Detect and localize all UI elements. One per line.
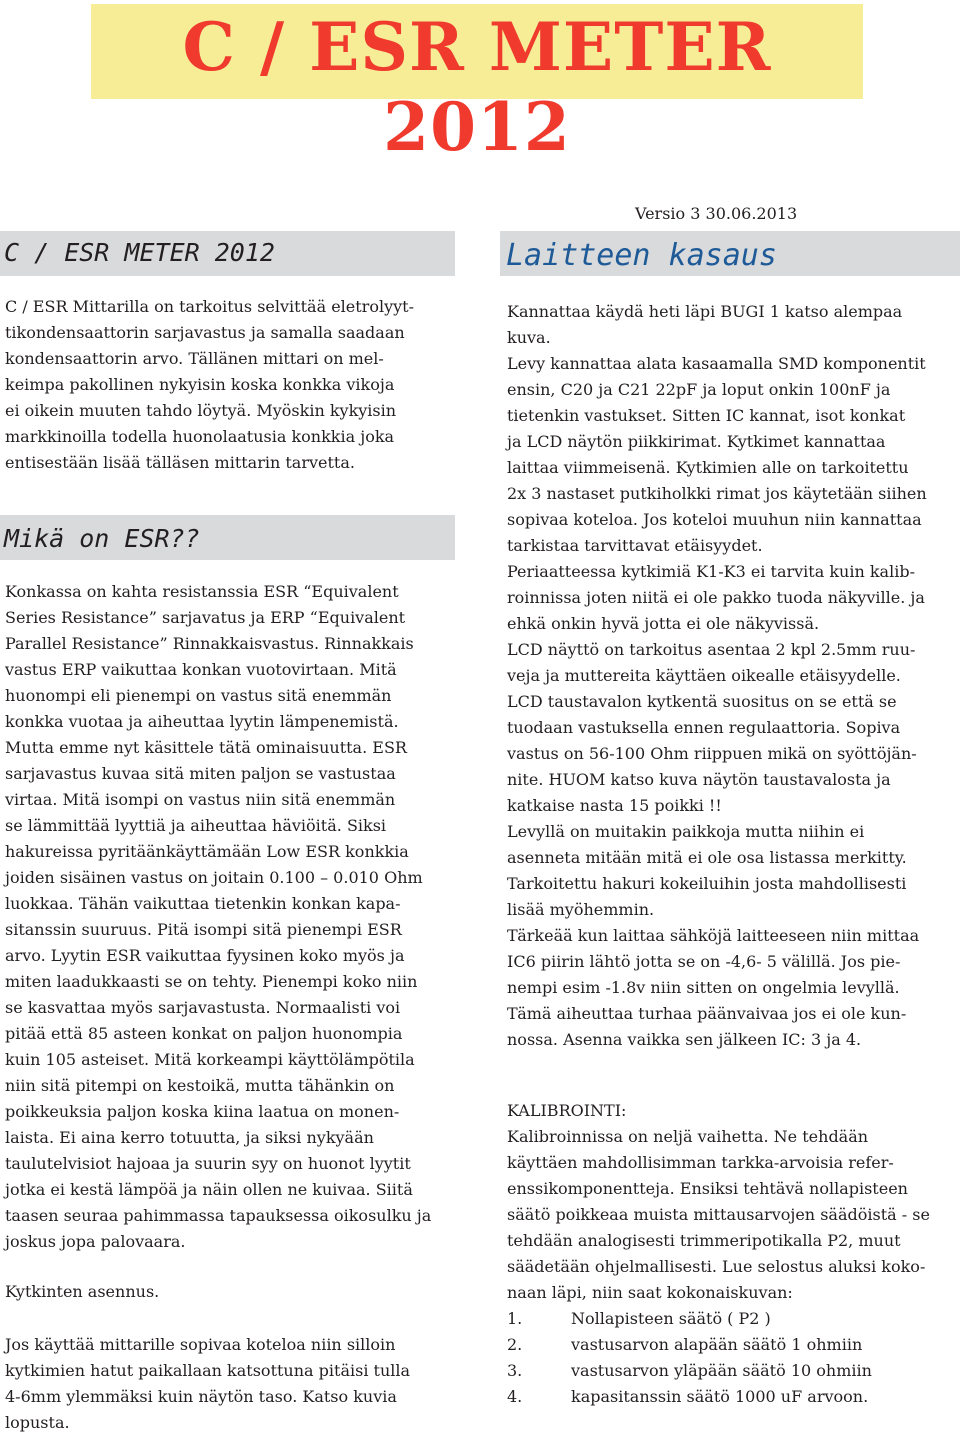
kytkinten-heading: Kytkinten asennus. [5,1282,160,1301]
text-line: tuodaan vastuksella ennen regulaattoria. Sopiva [507,718,901,737]
text-line: Konkassa on kahta resistanssia ESR “Equivalent [5,582,399,601]
text-line: konkka vuotaa ja aiheuttaa lyytin lämpenemistä. [5,712,399,731]
text-line: poikkeuksia paljon koska kiina laatua on monen- [5,1102,400,1121]
text-line: taulutelvisiot hajoaa ja suurin syy on huonot lyytit [5,1154,411,1173]
text-line: kytkimien hatut paikallaan katsottuna pitäisi tulla [5,1361,411,1380]
text-line: katkaise nasta 15 poikki !! [507,796,722,815]
text-line: se lämmittää lyyttiä ja aiheuttaa häviöitä. Siksi [5,816,387,835]
text-line: tietenkin vastukset. Sitten IC kannat, isot konkat [507,406,906,425]
text-line: luokkaa. Tähän vaikuttaa tietenkin konkan kapa- [5,894,401,913]
section-heading-c-esr-meter [0,231,455,276]
text-line: hakureissa pyritäänkäyttämään Low ESR konkkia [5,842,409,861]
text-line: säädetään ohjelmallisesti. Lue selostus aluksi koko- [507,1257,926,1276]
text-line: Periaatteessa kytkimiä K1-K3 ei tarvita kuin kalib- [507,562,915,581]
text-line: se kasvattaa myös sarjavastusta. Normaalisti voi [5,998,401,1017]
text-line: 2x 3 nastaset putkiholkki rimat jos käytetään siihen [507,484,927,503]
text-line: Levy kannattaa alata kasaamalla SMD komponentit [507,354,926,373]
assembly-paragraph [507,299,927,1053]
text-line: säätö poikkeaa muista mittausarvojen säädöistä - se [507,1205,930,1224]
title-banner [91,4,863,166]
text-line: kuin 105 asteiset. Mitä korkeampi käyttölämpötila [5,1050,415,1069]
text-line: sopivaa koteloa. Jos koteloi muuhun niin kannattaa [507,510,922,529]
text-line: käyttäen mahdollisimman tarkka-arvoisia refer- [507,1153,894,1172]
text-line: lopusta. [5,1413,70,1432]
list-item-number: 2. [507,1335,523,1354]
text-line: joiden sisäinen vastus on joitain 0.100 – 0.010 Ohm [5,868,423,887]
text-line: asenneta mitään mitä ei ole osa listassa merkitty. [507,848,907,867]
text-line: vastus on 56-100 Ohm riippuen mikä on syöttöjän- [507,744,917,763]
kalibrointi-heading: KALIBROINTI: [507,1101,627,1120]
text-line: keimpa pakollinen nykyisin koska konkka vikoja [5,375,395,394]
text-line: enssikomponentteja. Ensiksi tehtävä nollapisteen [507,1179,908,1198]
text-line: nempi esim -1.8v niin sitten on ongelmia levyllä. [507,978,900,997]
section-heading-text: Laitteen kasaus [506,238,777,273]
esr-paragraph [5,579,431,1255]
text-line: sarjavastus kuvaa sitä miten paljon se vastustaa [5,764,396,783]
version-label: Versio 3 30.06.2013 [635,204,798,223]
text-line: pitää että 85 asteen konkat on paljon huonompia [5,1024,403,1043]
switch-paragraph [5,1332,410,1436]
text-line: arvo. Lyytin ESR vaikuttaa fyysinen koko myös ja [5,946,405,965]
text-line: tarkistaa tarvittavat etäisyydet. [507,536,763,555]
text-line: nossa. Asenna vaikka sen jälkeen IC: 3 ja 4. [507,1030,862,1049]
list-item [507,1306,872,1332]
text-line: Levyllä on muitakin paikkoja mutta niihin ei [507,822,865,841]
text-line: vastus ERP vaikuttaa konkan vuotovirtaan. Mitä [5,660,397,679]
list-item-text: vastusarvon yläpään säätö 10 ohmiin [571,1361,872,1380]
kalibrointi-paragraph [507,1124,930,1306]
list-item [507,1358,872,1384]
text-line: huonompi eli pienempi on vastus sitä enemmän [5,686,392,705]
section-heading-laitteen-kasaus [500,231,960,276]
text-line: laista. Ei aina kerro totuutta, ja siksi nykyään [5,1128,374,1147]
text-line: joskus jopa palovaara. [5,1232,186,1251]
text-line: Mutta emme nyt käsittele tätä ominaisuutta. ESR [5,738,407,757]
text-line: markkinoilla todella huonolaatusia konkkia joka [5,427,395,446]
text-line: ja LCD näytön piikkirimat. Kytkimet kannattaa [507,432,886,451]
text-line: LCD näyttö on tarkoitus asentaa 2 kpl 2.5mm ruu- [507,640,916,659]
text-line: Parallel Resistance” Rinnakkaisvastus. Rinnakkais [5,634,414,653]
text-line: LCD taustavalon kytkentä suositus on se että se [507,692,897,711]
text-line: lisää myöhemmin. [507,900,655,919]
section-heading-mika-on-esr [0,515,455,560]
list-item-number: 1. [507,1309,523,1328]
text-line: taasen seuraa pahimmassa tapauksessa oikosulku ja [5,1206,432,1225]
text-line: virtaa. Mitä isompi on vastus niin sitä enemmän [5,790,396,809]
list-item [507,1384,872,1410]
text-line: Tärkeää kun laittaa sähköjä laitteeseen niin mittaa [507,926,920,945]
text-line: roinnissa joten niitä ei ole pakko tuoda näkyville. ja [507,588,925,607]
text-line: IC6 piirin lähtö jotta se on -4,6- 5 välillä. Jos pie- [507,952,901,971]
kalibrointi-steps-list [507,1306,872,1410]
text-line: Series Resistance” sarjavatus ja ERP “Equivalent [5,608,406,627]
list-item-number: 3. [507,1361,523,1380]
text-line: ehkä onkin hyvä jotta ei ole näkyvissä. [507,614,820,633]
text-line: kuva. [507,328,551,347]
text-line: ensin, C20 ja C21 22pF ja loput onkin 100nF ja [507,380,891,399]
list-item [507,1332,872,1358]
text-line: Jos käyttää mittarille sopivaa koteloa niin silloin [5,1335,396,1354]
text-line: C / ESR Mittarilla on tarkoitus selvittää eletrolyyt- [5,297,414,316]
document-title: C / ESR METER 2012 [182,8,772,166]
section-heading-text: C / ESR METER 2012 [4,238,275,267]
list-item-number: 4. [507,1387,523,1406]
text-line: Kalibroinnissa on neljä vaihetta. Ne tehdään [507,1127,869,1146]
list-item-text: Nollapisteen säätö ( P2 ) [571,1309,771,1328]
text-line: naan läpi, niin saat kokonaiskuvan: [507,1283,793,1302]
text-line: Tarkoitettu hakuri kokeiluihin josta mahdollisesti [507,874,907,893]
text-line: ei oikein muuten tahdo löytyä. Myöskin kykyisin [5,401,397,420]
text-line: jotka ei kestä lämpöä ja näin ollen ne kuivaa. Siitä [5,1180,413,1199]
text-line: 4-6mm ylemmäksi kuin näytön taso. Katso kuvia [5,1387,397,1406]
text-line: Tämä aiheuttaa turhaa päänvaivaa jos ei ole kun- [507,1004,907,1023]
list-item-text: vastusarvon alapään säätö 1 ohmiin [571,1335,863,1354]
section-heading-text: Mikä on ESR?? [4,524,200,553]
text-line: tehdään analogisesti trimmeripotikalla P2, muut [507,1231,901,1250]
text-line: entisestään lisää tälläsen mittarin tarvetta. [5,453,355,472]
intro-paragraph [5,294,414,476]
text-line: veja ja muttereita käyttäen oikealle etäisyydelle. [507,666,901,685]
text-line: miten laadukkaasti se on tehty. Pienempi koko niin [5,972,418,991]
list-item-text: kapasitanssin säätö 1000 uF arvoon. [571,1387,869,1406]
text-line: nite. HUOM katso kuva näytön taustavalosta ja [507,770,891,789]
text-line: kondensaattorin arvo. Tällänen mittari on mel- [5,349,384,368]
text-line: sitanssin suuruus. Pitä isompi sitä pienempi ESR [5,920,402,939]
text-line: Kannattaa käydä heti läpi BUGI 1 katso alempaa [507,302,903,321]
text-line: tikondensaattorin sarjavastus ja samalla saadaan [5,323,405,342]
text-line: niin sitä pitempi on kestoikä, mutta tähänkin on [5,1076,395,1095]
text-line: laittaa viimmeisenä. Kytkimien alle on tarkoitettu [507,458,909,477]
